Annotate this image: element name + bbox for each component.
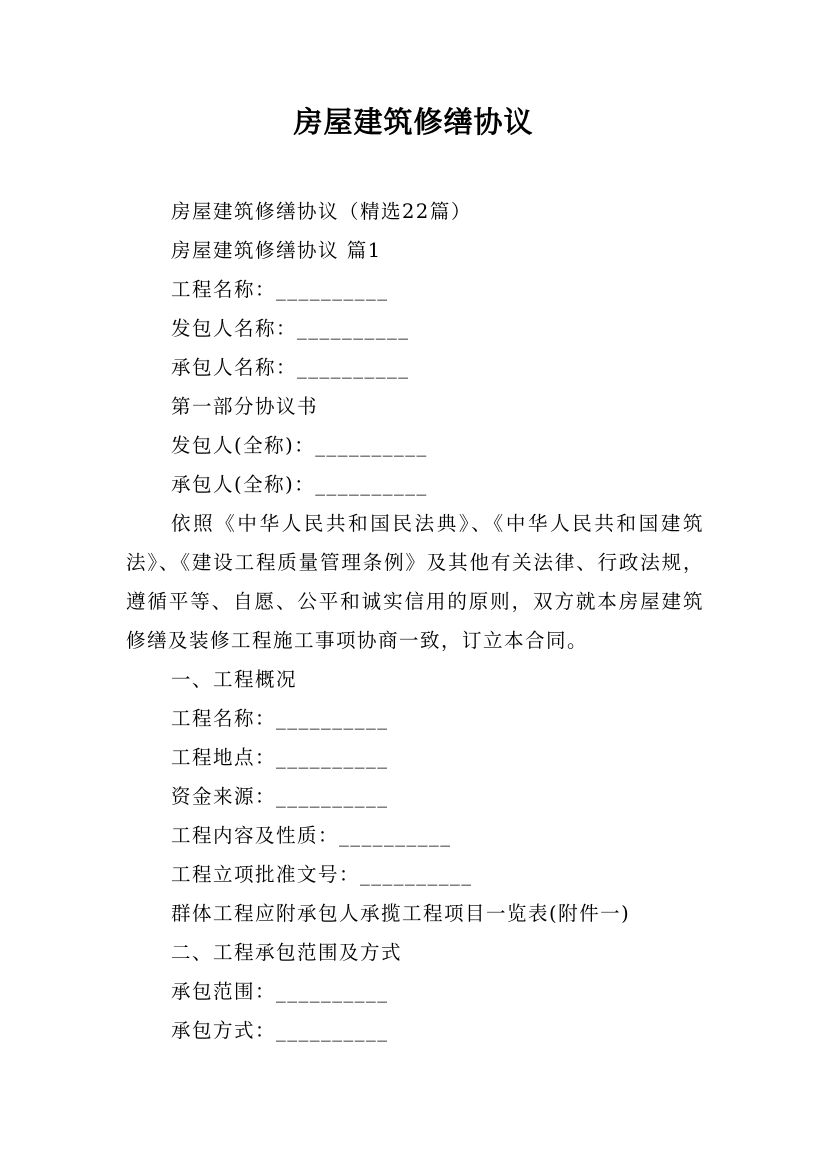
field-line: 工程名称：__________ (171, 707, 389, 730)
field-line: 承包方式：__________ (171, 1019, 389, 1042)
document-title: 房屋建筑修缮协议 (293, 105, 534, 139)
section-heading: 一、工程概况 (171, 668, 298, 691)
field-line: 发包人(全称)：__________ (171, 434, 428, 457)
section-heading: 第一部分协议书 (171, 395, 319, 418)
field-line: 工程立项批准文号：__________ (171, 863, 473, 886)
field-line: 工程地点：__________ (171, 746, 389, 769)
field-line: 工程内容及性质：__________ (171, 824, 452, 847)
subtitle-line: 房屋建筑修缮协议（精选22篇） (171, 200, 472, 223)
field-line: 承包范围：__________ (171, 980, 389, 1003)
document-body (126, 192, 704, 1050)
field-line: 资金来源：__________ (171, 785, 389, 808)
field-line: 承包人(全称)：__________ (171, 473, 428, 496)
body-paragraph: 依照《中华人民共和国民法典》、《中华人民共和国建筑法》、《建设工程质量管理条例》及其他有关法律、行政法规，遵循平等、自愿、公平和诚实信用的原则，双方就本房屋建筑修缮及装修工程施工事项协商一致，订立本合同。 (126, 512, 704, 652)
field-line: 工程名称：__________ (171, 278, 389, 301)
field-line: 承包人名称：__________ (171, 356, 410, 379)
section-heading: 二、工程承包范围及方式 (171, 941, 403, 964)
section-heading: 房屋建筑修缮协议 篇1 (171, 239, 382, 262)
body-line: 群体工程应附承包人承揽工程项目一览表(附件一) (171, 902, 631, 925)
field-line: 发包人名称：__________ (171, 317, 410, 340)
